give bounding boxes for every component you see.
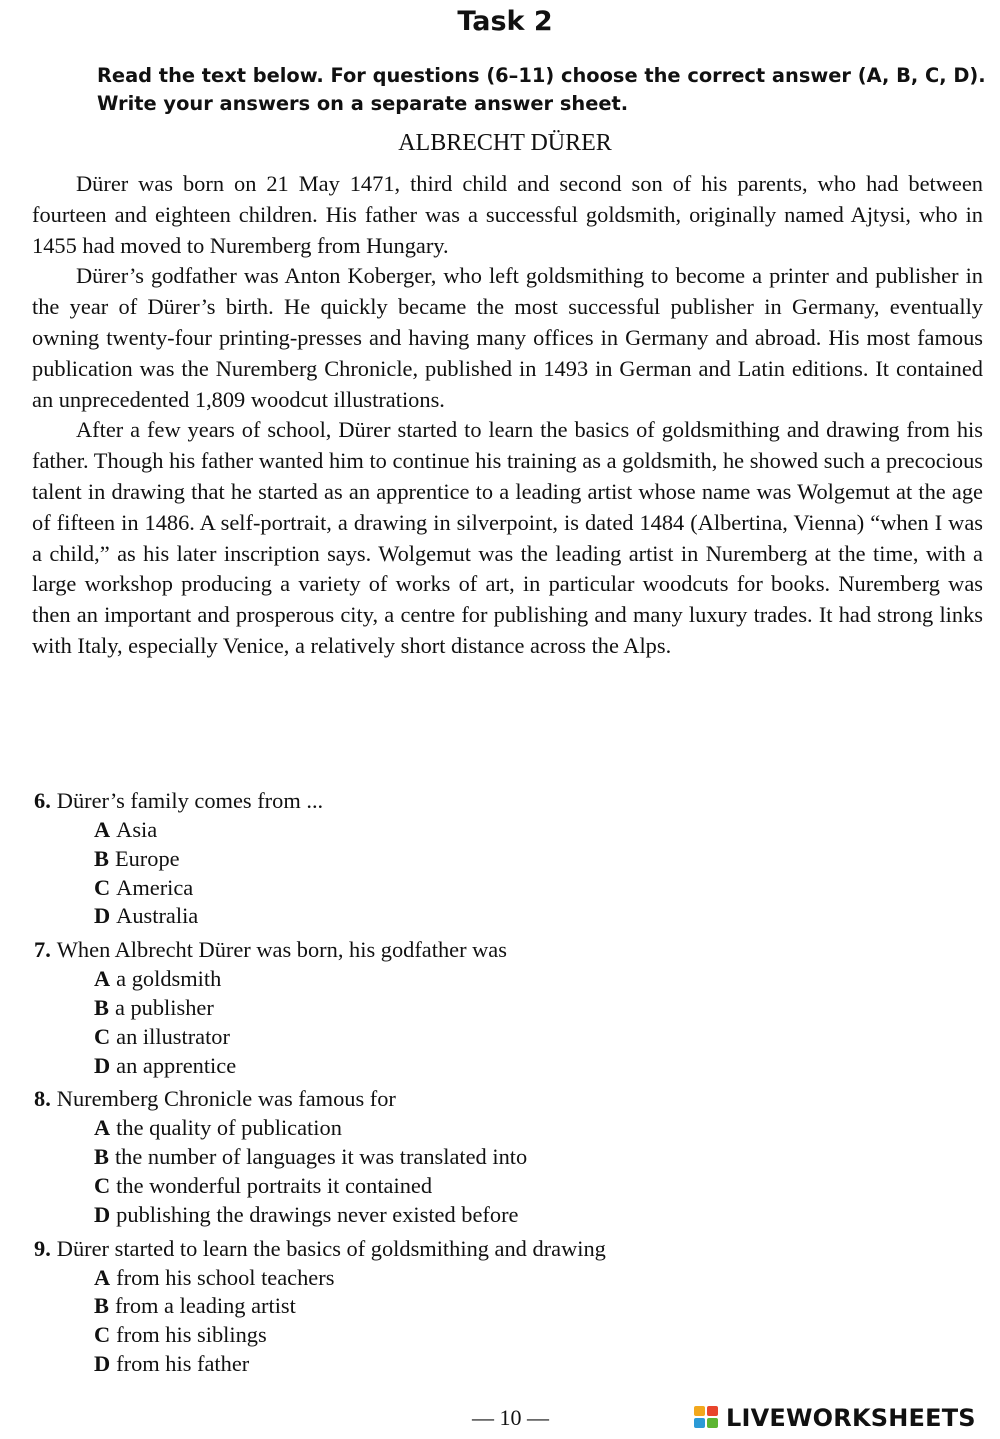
- instruction-line: Write your answers on a separate answer sheet.: [97, 92, 629, 115]
- article-paragraph: Dürer’s godfather was Anton Koberger, who left goldsmithing to become a printer and publisher in the year of Dürer’s birth. He quickly became the most successful publisher in Germany, eventually owning twenty-four printing-presses and having many offices in Germany and abroad. His most famous publication was the Nuremberg Chronicle, published in 1493 in German and Latin editions. It contained an unprecedented 1,809 woodcut illustrations.: [32, 263, 983, 412]
- question-text: When Albrecht Dürer was born, his godfather was: [56, 937, 507, 963]
- task-title: Task 2: [457, 6, 553, 37]
- answer-option[interactable]: [94, 1201, 934, 1230]
- brand-watermark[interactable]: [694, 1404, 976, 1432]
- answer-options: [94, 1264, 934, 1379]
- question-number: 6.: [34, 788, 51, 813]
- option-text: from his father: [116, 1350, 250, 1376]
- question-stem: [34, 935, 934, 965]
- question-number: 7.: [34, 937, 51, 963]
- option-letter: B: [94, 1144, 109, 1170]
- answer-options: [94, 816, 934, 931]
- option-letter: C: [94, 1322, 111, 1348]
- logo-square: [694, 1406, 705, 1416]
- option-letter: B: [94, 1293, 109, 1319]
- option-text: from his school teachers: [116, 1264, 335, 1290]
- answer-option[interactable]: [94, 1172, 934, 1201]
- option-letter: B: [94, 845, 109, 871]
- answer-option[interactable]: [94, 845, 934, 874]
- answer-option[interactable]: [94, 874, 934, 903]
- option-letter: A: [94, 817, 111, 842]
- option-text: publishing the drawings never existed before: [116, 1201, 519, 1227]
- logo-square: [694, 1418, 705, 1428]
- option-letter: C: [94, 874, 111, 900]
- question-text: Dürer started to learn the basics of goldsmithing and drawing: [56, 1235, 606, 1261]
- answer-option[interactable]: [94, 1264, 934, 1293]
- answer-option[interactable]: [94, 1114, 934, 1143]
- option-text: the wonderful portraits it contained: [116, 1172, 433, 1198]
- question: [34, 1084, 934, 1229]
- instruction-line: Read the text below. For questions (6–11) choose the correct answer (A, B, C, D).: [97, 64, 986, 87]
- question-stem: [34, 1234, 934, 1264]
- answer-options: [94, 965, 934, 1080]
- option-text: from his siblings: [116, 1322, 267, 1348]
- option-text: Europe: [114, 845, 180, 871]
- answer-option[interactable]: [94, 1350, 934, 1379]
- article-paragraph: Dürer was born on 21 May 1471, third child and second son of his parents, who had between fourteen and eighteen children. His father was a successful goldsmith, originally named Ajtysi, who in 1455 had moved to Nuremberg from Hungary.: [32, 171, 983, 258]
- question: [34, 786, 934, 931]
- option-letter: B: [94, 994, 109, 1020]
- option-text: an illustrator: [116, 1023, 230, 1049]
- option-letter: C: [94, 1023, 111, 1049]
- liveworksheets-logo-icon: [694, 1406, 720, 1430]
- option-letter: D: [94, 903, 111, 929]
- answer-option[interactable]: [94, 994, 934, 1023]
- question: [34, 935, 934, 1080]
- option-text: the quality of publication: [116, 1115, 342, 1141]
- question-text: Nuremberg Chronicle was famous for: [56, 1086, 396, 1112]
- question: [34, 1234, 934, 1379]
- option-text: Australia: [116, 903, 199, 929]
- answer-option[interactable]: [94, 965, 934, 994]
- answer-option[interactable]: [94, 902, 934, 931]
- question-text: Dürer’s family comes from ...: [56, 788, 324, 813]
- answer-option[interactable]: [94, 1292, 934, 1321]
- option-letter: A: [94, 1264, 111, 1290]
- answer-option[interactable]: [94, 1023, 934, 1052]
- option-letter: A: [94, 1115, 111, 1141]
- article-body: [32, 169, 983, 662]
- answer-option[interactable]: [94, 1052, 934, 1081]
- answer-option[interactable]: [94, 1143, 934, 1172]
- option-letter: D: [94, 1350, 111, 1376]
- option-text: the number of languages it was translated into: [114, 1144, 528, 1170]
- option-letter: C: [94, 1172, 111, 1198]
- question-number: 8.: [34, 1086, 51, 1112]
- logo-square: [707, 1418, 718, 1428]
- option-letter: D: [94, 1201, 111, 1227]
- logo-square: [707, 1406, 718, 1416]
- question-list: [34, 786, 934, 1383]
- option-text: a goldsmith: [116, 966, 222, 992]
- option-text: America: [116, 874, 194, 900]
- option-text: an apprentice: [116, 1052, 237, 1078]
- option-letter: A: [94, 966, 111, 992]
- answer-option[interactable]: [94, 1321, 934, 1350]
- question-number: 9.: [34, 1235, 51, 1261]
- option-text: a publisher: [114, 994, 214, 1020]
- question-stem: [34, 786, 934, 816]
- page-number: — 10 —: [472, 1405, 549, 1430]
- brand-text: LIVEWORKSHEETS: [726, 1404, 976, 1432]
- answer-options: [94, 1114, 934, 1229]
- option-letter: D: [94, 1052, 111, 1078]
- question-stem: [34, 1084, 934, 1114]
- article-paragraph: After a few years of school, Dürer started to learn the basics of goldsmithing and drawing from his father. Though his father wanted him to continue his training as a goldsmith, he showed such a precocious talent in drawing that he started as an apprentice to a leading artist whose name was Wolgemut at the age of fifteen in 1486. A self-portrait, a drawing in silverpoint, is dated 1484 (Albertina, Vienna) “when I was a child,” as his later inscription says. Wolgemut was the leading artist in Nuremberg at the time, with a large workshop producing a variety of works of art, in particular woodcuts for books. Nuremberg was then an important and prosperous city, a centre for publishing and many luxury trades. It had strong links with Italy, especially Venice, a relatively short distance across the Alps.: [32, 417, 983, 658]
- article-title: ALBRECHT DÜRER: [398, 130, 612, 156]
- option-text: Asia: [116, 817, 158, 842]
- answer-option[interactable]: [94, 816, 934, 845]
- option-text: from a leading artist: [114, 1293, 296, 1319]
- instructions: [97, 62, 987, 118]
